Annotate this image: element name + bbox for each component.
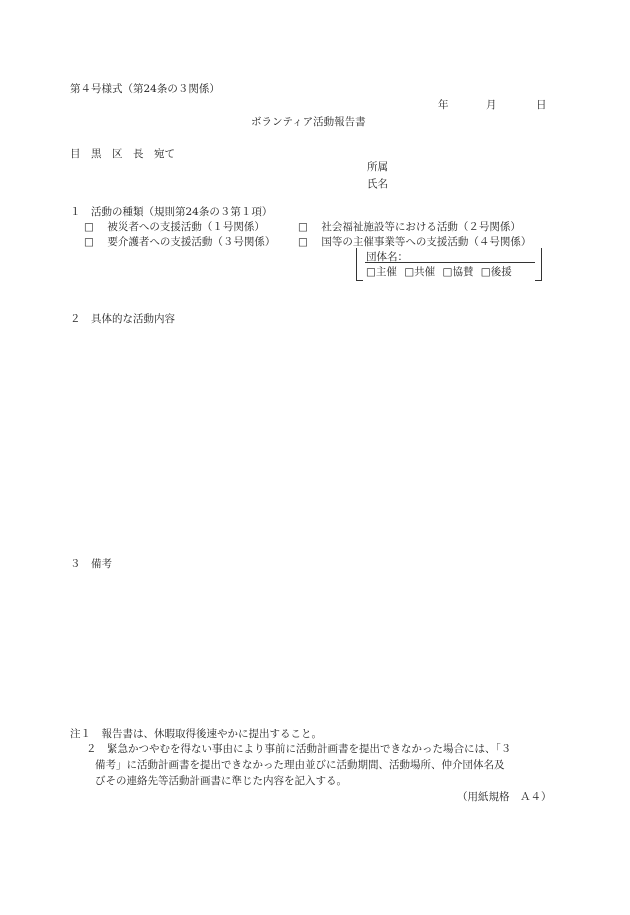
role-support-checkbox[interactable]: □協賛 xyxy=(442,266,474,278)
document-title: ボランティア活動報告書 xyxy=(251,116,366,128)
paper-size-note: （用紙規格 Ａ４） xyxy=(457,791,552,803)
option-care-support[interactable] xyxy=(84,236,275,249)
date-day-label: 日 xyxy=(536,99,547,111)
date-year-label: 年 xyxy=(438,99,449,111)
checkbox-icon[interactable]: □ xyxy=(84,236,94,248)
section3-heading: ３ 備考 xyxy=(70,558,112,570)
note-2-line2: 備考」に活動計画書を提出できなかった理由並びに活動期間、活動場所、仲介団体名及 xyxy=(95,759,505,771)
option-label: 被災者への支援活動（１号関係） xyxy=(107,221,265,233)
section2-heading: ２ 具体的な活動内容 xyxy=(70,313,175,325)
role-cohost-checkbox[interactable]: □共催 xyxy=(404,266,436,278)
form-number: 第４号様式（第24条の３関係） xyxy=(70,83,220,95)
checkbox-icon[interactable]: □ xyxy=(84,221,94,233)
date-month-label: 月 xyxy=(486,99,497,111)
option-welfare-facility[interactable] xyxy=(298,221,521,234)
affiliation-label: 所属 xyxy=(367,161,388,173)
role-host-checkbox[interactable]: □主催 xyxy=(366,266,397,278)
addressee: 目 黒 区 長 宛て xyxy=(70,148,175,160)
option-label: 要介護者への支援活動（３号関係） xyxy=(107,236,276,248)
note-2-line3: びその連絡先等活動計画書に準じた内容を記入する。 xyxy=(95,775,347,787)
option-disaster-support[interactable] xyxy=(84,221,265,234)
role-options xyxy=(366,266,512,279)
activity-details-area[interactable] xyxy=(70,330,550,550)
option-label: 社会福祉施設等における活動（２号関係） xyxy=(321,221,521,233)
section1-heading: １ 活動の種類（規則第24条の３第１項） xyxy=(70,206,273,218)
checkbox-icon[interactable]: □ xyxy=(298,221,308,233)
role-patronage-checkbox[interactable]: □後援 xyxy=(480,266,512,278)
note-2-line1: ２ 緊急かつやむを得ない事由により事前に活動計画書を提出できなかった場合には、「３ xyxy=(86,743,512,755)
note-1: 注１ 報告書は、休暇取得後速やかに提出すること。 xyxy=(70,728,322,740)
group-name-label: 団体名： xyxy=(366,251,408,263)
option-label: 国等の主催事業等への支援活動（４号関係） xyxy=(321,236,532,248)
remarks-area[interactable] xyxy=(70,575,550,715)
name-label: 氏名 xyxy=(367,178,388,190)
option-national-event[interactable] xyxy=(298,236,531,249)
checkbox-icon[interactable]: □ xyxy=(298,236,308,248)
